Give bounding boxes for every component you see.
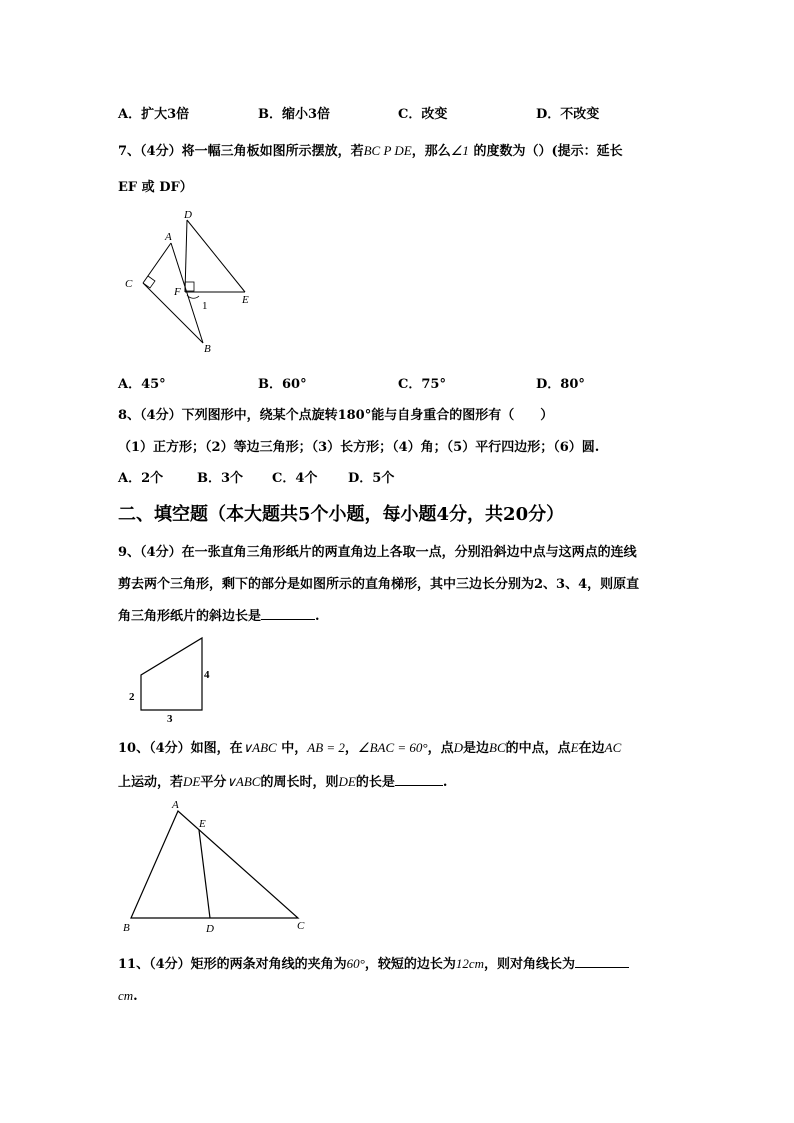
q7-label-1: 1 xyxy=(202,300,208,312)
q8-option-d: D．5个 xyxy=(348,471,395,486)
q9-answer-blank[interactable] xyxy=(261,619,315,620)
q7-option-a: A．45° xyxy=(118,377,166,392)
q9-label-left: 2 xyxy=(129,691,135,703)
q8-option-c: C．4个 xyxy=(272,471,318,486)
q7-option-c: C．75° xyxy=(398,377,446,392)
q7-label-f: F xyxy=(174,286,181,298)
q7-label-c: C xyxy=(125,278,133,290)
q9-text-line2: 剪去两个三角形，剩下的部分是如图所示的直角梯形，其中三边长分别为2、3、4，则原直 xyxy=(118,577,640,592)
q10-answer-blank[interactable] xyxy=(395,785,443,786)
q8-text: 8、（4分）下列图形中，绕某个点旋转180°能与自身重合的图形有（ ） xyxy=(118,408,554,423)
q8-items: （1）正方形；（2）等边三角形；（3）长方形；（4）角；（5）平行四边形；（6）圆. xyxy=(118,440,600,455)
q8-option-a: A．2个 xyxy=(118,471,164,486)
q9-text-line1: 9、（4分）在一张直角三角形纸片的两直角边上各取一点，分别沿斜边中点与这两点的连线 xyxy=(118,545,637,560)
q7-option-b: B．60° xyxy=(258,377,307,392)
q10-text-line2: 上运动，若DE平分∨ABC的周长时，则DE的长是 . xyxy=(118,774,448,790)
q10-triangle-abc xyxy=(131,811,298,918)
q9-label-right: 4 xyxy=(204,669,210,681)
q7-figure xyxy=(115,205,275,365)
q7-segment-df xyxy=(185,220,187,292)
q7-option-d: D．80° xyxy=(536,377,585,392)
q9-label-bottom: 3 xyxy=(167,713,173,725)
q8-option-b: B．3个 xyxy=(197,471,244,486)
q10-segment-de xyxy=(199,830,210,918)
q11-answer-blank[interactable] xyxy=(575,967,629,968)
q7-label-a: A xyxy=(165,231,172,243)
q9-trapezoid xyxy=(141,638,202,710)
q10-label-b: B xyxy=(123,922,130,934)
q6-option-c: C．改变 xyxy=(398,107,448,122)
q10-label-a: A xyxy=(172,799,179,811)
q6-option-b: B．缩小3倍 xyxy=(258,107,331,122)
q11-text-line2: cm. xyxy=(118,988,138,1004)
q10-label-d: D xyxy=(206,923,214,935)
q9-text-line3: 角三角形纸片的斜边长是 . xyxy=(118,609,320,624)
section-2-title: 二、填空题（本大题共5个小题，每小题4分，共20分） xyxy=(118,504,565,525)
q7-label-b: B xyxy=(204,343,211,355)
q6-option-d: D．不改变 xyxy=(536,107,600,122)
q10-text-line1: 10、（4分）如图，在∨ABC 中，AB = 2，∠BAC = 60°，点D是边BC的中点，点E在边AC xyxy=(118,740,622,756)
q7-label-d: D xyxy=(184,209,192,221)
q7-segment-de xyxy=(187,220,245,292)
q7-label-e: E xyxy=(242,294,249,306)
q11-text: 11、（4分）矩形的两条对角线的夹角为60°，较短的边长为12cm，则对角线长为 xyxy=(118,953,629,972)
q6-option-a: A．扩大3倍 xyxy=(118,107,190,122)
q7-text-line2: EF 或 DF） xyxy=(118,180,193,195)
q9-figure xyxy=(125,630,225,725)
q7-segment-ac xyxy=(143,243,171,283)
q7-right-angle-c xyxy=(143,276,155,288)
q7-text: 7、（4分）将一幅三角板如图所示摆放，若BC P DE，那么∠1 的度数为（）(提示：延长 xyxy=(118,143,623,159)
q10-label-c: C xyxy=(297,920,305,932)
q10-label-e: E xyxy=(199,818,206,830)
q10-figure xyxy=(118,792,318,937)
